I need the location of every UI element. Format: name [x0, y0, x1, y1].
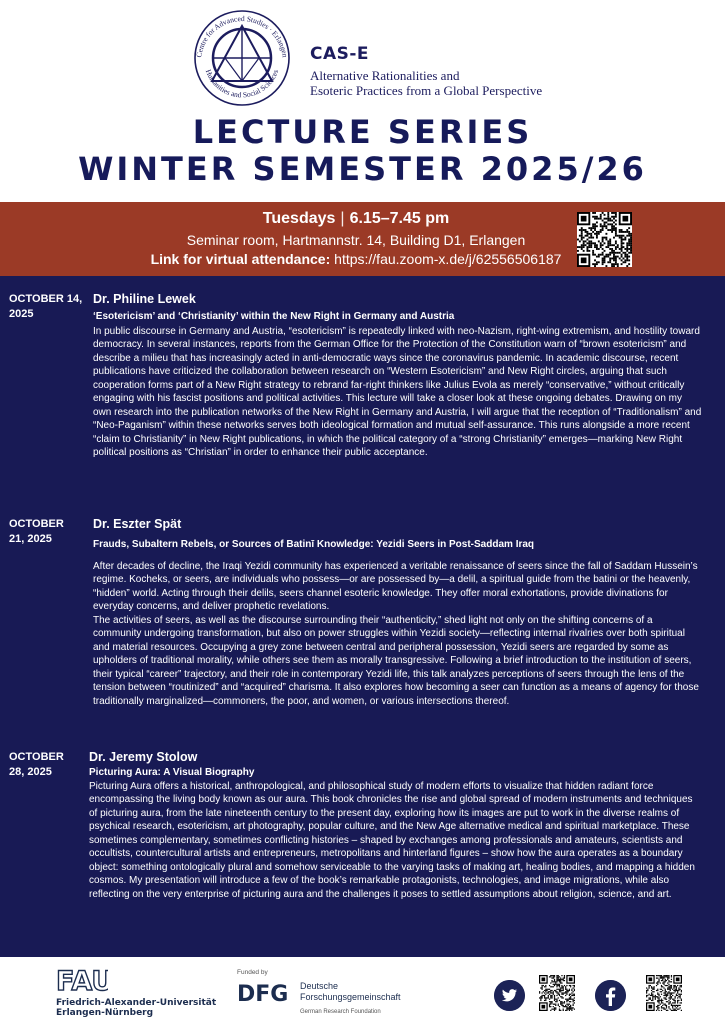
- virtual-link-url[interactable]: https://fau.zoom-x.de/j/62556506187: [334, 251, 562, 267]
- fau-name-line-2: Erlangen-Nürnberg: [56, 1008, 154, 1018]
- zoom-qr-code[interactable]: [577, 212, 632, 267]
- lecture-title: ‘Esotericism’ and ‘Christianity’ within the New Right in Germany and Austria: [93, 311, 455, 322]
- lecture-speaker: Dr. Eszter Spät: [93, 517, 182, 531]
- lecture-title: Picturing Aura: A Visual Biography: [89, 767, 255, 778]
- fau-abbr: FAU: [56, 967, 108, 993]
- schedule-day: Tuesdays: [262, 210, 336, 227]
- location-line: Seminar room, Hartmannstr. 14, Building D1, Erlangen: [186, 232, 526, 248]
- lecture-date: [9, 292, 89, 322]
- org-tagline-1: Alternative Rationalities and: [310, 68, 460, 83]
- funded-by-label: Funded by: [237, 969, 268, 976]
- svg-text:Centre for Advanced Studies ·: Centre for Advanced Studies · Erlangen: [194, 13, 290, 59]
- lecture-abstract-paragraph: The activities of seers, as well as the discourse surrounding their “authenticity,” shed light not only on the shifting concerns of a community undergoing transformation, but also on power struggles within Yezidi society—reflecting internal rivalries over both spiritual and material resources. Occupying a grey zone between central and peripheral possession, Yezidi seers are regarded by some as upholders of traditional morality, while others see them as morally transgressive. Following a brief introduction to the institution of seers, their typical “career” trajectory, and their role in contemporary Yezidi life, this talk analyzes perceptions of seers through the lens of the tension between “routinized” and “acquired” charisma. It also explores how becoming a seer can function as a means of agency for those traditionally marginalized—commoners, the poor, and women, or various intersections thereof.: [93, 614, 699, 707]
- svg-text:Humanities and Social Sciences: Humanities and Social Sciences: [203, 68, 281, 100]
- lecture-abstract: [93, 560, 703, 708]
- fau-wordmark: [56, 967, 108, 993]
- org-block: [310, 44, 542, 98]
- header: [0, 0, 725, 202]
- page-title-line-1: LECTURE SERIES: [192, 113, 533, 151]
- lecture-title: Frauds, Subaltern Rebels, or Sources of Batinī Knowledge: Yezidi Seers in Post-Saddam Iraq: [93, 539, 535, 550]
- twitter-icon[interactable]: [494, 980, 525, 1011]
- lecture-date-line: 28, 2025: [9, 766, 52, 778]
- lecture-date-line: OCTOBER 14,: [9, 293, 83, 305]
- dfg-abbr: DFG: [237, 982, 289, 1004]
- dfg-full-name: [300, 981, 401, 1003]
- fau-logo: [56, 967, 216, 1018]
- facebook-qr-code[interactable]: [646, 975, 682, 1011]
- org-tagline-2: Esoteric Practices from a Global Perspective: [310, 83, 543, 98]
- dfg-english-name: German Research Foundation: [300, 1009, 381, 1015]
- lecture-abstract-paragraph: After decades of decline, the Iraqi Yezidi community has experienced a veritable renaissance of seers since the fall of Saddam Hussein’s regime. Kocheks, or seers, are individuals who possess—or are possessed by—a delil, a spiritual guide from the batini or the heavenly, “hidden” world. Acting through their delils, seers channel esoteric knowledge. They offer moral exhortations, provide divinations for everyday concerns, and deliver prophetic revelations.: [93, 561, 698, 613]
- org-short-name: CAS-E: [310, 44, 370, 64]
- facebook-icon[interactable]: [595, 980, 626, 1011]
- lecture-date-line: 2025: [9, 308, 34, 320]
- twitter-qr-code[interactable]: [539, 975, 575, 1011]
- page-title-line-2: WINTER SEMESTER 2025/26: [78, 150, 647, 188]
- separator: |: [340, 210, 345, 227]
- lecture-date: [9, 517, 89, 547]
- lecture-date-line: OCTOBER: [9, 518, 64, 530]
- dfg-name-line-2: Forschungsgemeinschaft: [300, 992, 401, 1002]
- lecture-abstract: In public discourse in Germany and Austria, “esotericism” is repeatedly linked with neo-Nazism, right-wing extremism, and hostility toward democracy. In several instances, reports from the German Office for the Protection of the Constitution warn of “brown esotericism” and describe a milieu that has increasingly acted in anti-democratic ways since the coronavirus pandemic. In academic discourse, recent publications have criticized the collaboration between research on “Western Esotericism” and New Right circles, arguing that such cooperation forms part of a New Right strategy to rebrand far-right thinkers like Julius Evola as merely “conservative,” without critically engaging with his fascist positions and political activities. This lecture will take a closer look at these ongoing debates. Drawing on my own research into the publication networks of the New Right in Germany and Austria, I will argue that the reception of “Traditionalism” and “Neo-Paganism” within these networks serves both ideological formation and mutual self-assurance. This runs alongside a more recent “claim to Christianity” in New Right publications, in which the political category of a “strong Christianity” emerges—marking New Right political positions as “Christian” in order to enhance their public acceptance.: [93, 326, 702, 459]
- dfg-name-line-1: Deutsche: [300, 981, 339, 991]
- fau-name-line-1: Friedrich-Alexander-Universität: [56, 998, 217, 1008]
- footer: [0, 957, 725, 1024]
- dfg-logo: [237, 982, 295, 1004]
- lecture-date-line: OCTOBER: [9, 751, 64, 763]
- lecture-date: [9, 750, 89, 780]
- lecture-date-line: 21, 2025: [9, 533, 52, 545]
- virtual-link-label: Link for virtual attendance:: [150, 251, 331, 267]
- lecture-abstract: Picturing Aura offers a historical, anthropological, and philosophical study of modern efforts to visualize that hidden radiant force encompassing the living body known as our aura. This book chronicles the rise and global spread of modern instruments and techniques of picturing aura, from the late nineteenth century to the present day, exploring how its images are put to work in the diverse realms of psychical research, esotericism, art photography, popular culture, and the New Age alternative medical and spiritual marketplace. These sometimes complementary, sometimes conflicting histories – shaped by exchanges among professionals and amateurs, scientists and occultists, countercultural artists and entrepreneurs, metropolitans and hinterland figures – show how the aura operates as a boundary object: something ontologically plural and somehow serviceable to the varying tasks of making art, healing bodies, and mapping a hidden cosmos. My presentation will introduce a few of the book’s remarkable protagonists, technologies, and image migrations, while also reflecting on the very enterprise of picturing aura and the challenges it poses to settled assumptions about religion, science, and art.: [89, 781, 695, 900]
- lecture-list: [0, 276, 725, 957]
- lecture-speaker: Dr. Philine Lewek: [93, 292, 196, 306]
- lecture-speaker: Dr. Jeremy Stolow: [89, 750, 198, 764]
- cas-e-seal-logo: [183, 6, 301, 110]
- schedule-time: 6.15–7.45 pm: [349, 210, 450, 227]
- info-band: [0, 202, 725, 276]
